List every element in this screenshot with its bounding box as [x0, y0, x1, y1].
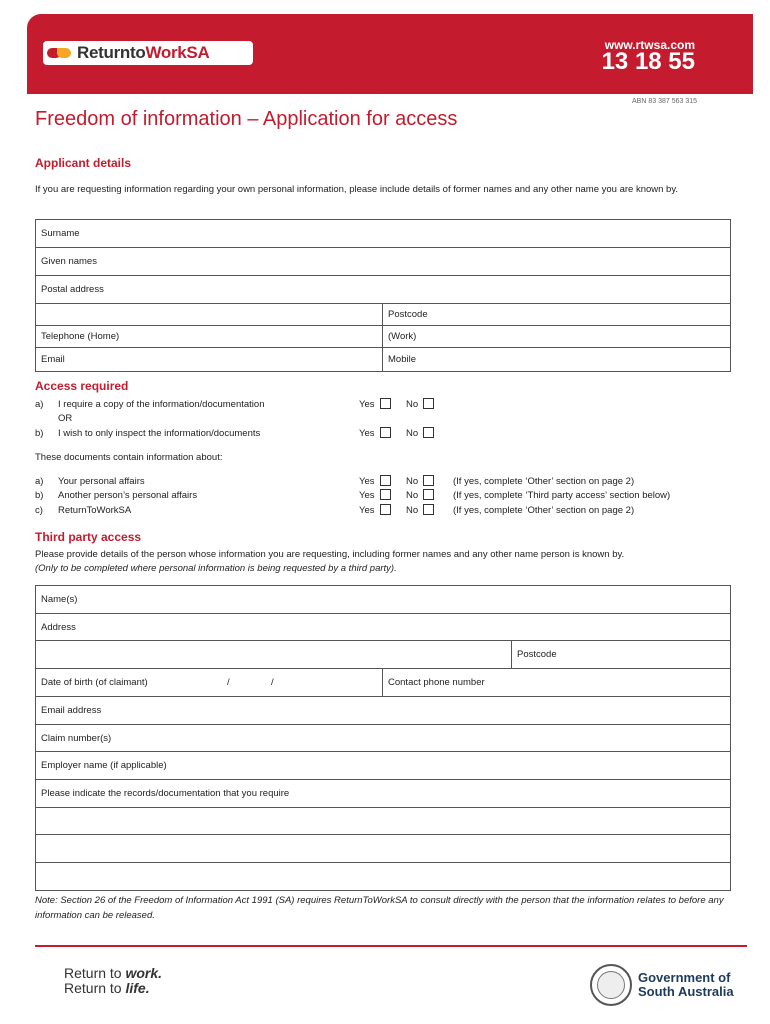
- email-row[interactable]: [36, 348, 730, 371]
- sa-seal-icon: [590, 964, 632, 1006]
- contains-a-letter: a): [35, 476, 44, 487]
- access-b-no[interactable]: No: [406, 427, 434, 441]
- tp-names-row[interactable]: [36, 586, 730, 614]
- contains-intro: These documents contain information about:: [35, 452, 223, 463]
- tp-claim-label: Claim number(s): [41, 732, 112, 744]
- phone-number: 13 18 55: [601, 48, 695, 75]
- no-checkbox[interactable]: [423, 398, 434, 409]
- tp-dob-label: Date of birth (of claimant): [41, 677, 148, 688]
- contains-a-text: Your personal affairs: [58, 476, 145, 487]
- tp-employer-row[interactable]: [36, 752, 730, 780]
- third-party-table: [35, 585, 731, 891]
- yes-checkbox[interactable]: [380, 489, 391, 500]
- telephone-home-label: Telephone (Home): [41, 331, 120, 342]
- applicant-table: [35, 219, 731, 372]
- contains-c-text: ReturnToWorkSA: [58, 505, 132, 516]
- gov-text: Government of South Australia: [638, 970, 734, 999]
- abn-number: ABN 83 387 563 315: [632, 98, 697, 105]
- tp-postcode-row[interactable]: [36, 641, 730, 669]
- website-url: www.rtwsa.com: [604, 38, 695, 52]
- tp-records-line-3[interactable]: [36, 863, 730, 890]
- access-item-a-text: I require a copy of the information/documentation: [58, 399, 265, 410]
- contains-c-letter: c): [35, 505, 43, 516]
- access-a-yes[interactable]: Yes: [359, 398, 391, 412]
- no-checkbox[interactable]: [423, 504, 434, 515]
- yes-checkbox[interactable]: [380, 504, 391, 515]
- no-checkbox[interactable]: [423, 427, 434, 438]
- dob-slash-2: /: [271, 677, 274, 688]
- postcode-row[interactable]: [36, 304, 730, 326]
- yes-checkbox[interactable]: [380, 427, 391, 438]
- logo-mark-icon: [47, 45, 73, 61]
- page-title: Freedom of information – Application for access: [35, 108, 458, 130]
- contains-b-note: (If yes, complete ‘Third party access’ section below): [453, 490, 671, 501]
- section-26-note: Note: Section 26 of the Freedom of Information Act 1991 (SA) requires ReturnToWorkSA to consult directly with the person that the information relates to before any information can be released.: [35, 895, 724, 921]
- no-checkbox[interactable]: [423, 475, 434, 486]
- tp-address-row[interactable]: [36, 614, 730, 641]
- tp-postcode-label: Postcode: [517, 649, 557, 660]
- header-banner: [27, 14, 753, 94]
- access-item-b-text: I wish to only inspect the information/documents: [58, 428, 261, 439]
- given-names-row[interactable]: [36, 248, 730, 276]
- surname-row[interactable]: [36, 220, 730, 248]
- work-phone-label: (Work): [388, 331, 417, 342]
- access-item-a-letter: a): [35, 399, 44, 410]
- tp-records-line-1[interactable]: [36, 808, 730, 835]
- tp-records-line-2[interactable]: [36, 835, 730, 863]
- dob-slash-1: /: [227, 677, 230, 688]
- contains-c-yes[interactable]: Yes: [359, 504, 391, 518]
- third-party-intro-italic: (Only to be completed where personal information is being requested by a third party).: [35, 563, 397, 574]
- contains-b-letter: b): [35, 490, 44, 501]
- contains-b-text: Another person’s personal affairs: [58, 490, 198, 501]
- contains-a-yes[interactable]: Yes: [359, 475, 391, 489]
- tagline: Return to work. Return to life.: [64, 965, 163, 996]
- no-checkbox[interactable]: [423, 489, 434, 500]
- logo-text: ReturntoWorkSA: [77, 43, 210, 62]
- tp-email-label: Email address: [41, 705, 102, 716]
- postal-address-label: Postal address: [41, 284, 104, 295]
- access-item-b-letter: b): [35, 428, 44, 439]
- access-heading: Access required: [35, 379, 129, 393]
- third-party-heading: Third party access: [35, 530, 142, 544]
- tp-dob-row[interactable]: [36, 669, 730, 697]
- applicant-heading: Applicant details: [35, 156, 132, 170]
- tp-records-row[interactable]: [36, 780, 730, 808]
- tp-records-label: Please indicate the records/documentation that you require: [41, 788, 290, 799]
- yes-checkbox[interactable]: [380, 398, 391, 409]
- contains-b-yes[interactable]: Yes: [359, 489, 391, 503]
- contains-c-note: (If yes, complete ‘Other’ section on page 2): [453, 505, 635, 516]
- tp-employer-label: Employer name (if applicable): [41, 760, 167, 771]
- returntoworksa-logo: [43, 41, 253, 65]
- tp-claim-row[interactable]: [36, 725, 730, 752]
- telephone-row[interactable]: [36, 326, 730, 348]
- tp-names-label: Name(s): [41, 594, 78, 605]
- access-a-no[interactable]: No: [406, 398, 434, 412]
- mobile-label: Mobile: [388, 354, 416, 365]
- postcode-label: Postcode: [388, 309, 428, 320]
- given-names-label: Given names: [41, 256, 97, 267]
- postal-address-row[interactable]: [36, 276, 730, 304]
- footer-divider: [35, 945, 747, 947]
- contains-c-no[interactable]: No: [406, 504, 434, 518]
- yes-checkbox[interactable]: [380, 475, 391, 486]
- email-label: Email: [41, 354, 65, 365]
- contains-a-no[interactable]: No: [406, 475, 434, 489]
- contains-a-note: (If yes, complete ‘Other’ section on page 2): [453, 476, 635, 487]
- access-or-text: OR: [58, 413, 73, 424]
- access-b-yes[interactable]: Yes: [359, 427, 391, 441]
- contains-b-no[interactable]: No: [406, 489, 434, 503]
- tp-email-row[interactable]: [36, 697, 730, 725]
- tp-address-label: Address: [41, 621, 76, 633]
- surname-label: Surname: [41, 228, 80, 239]
- government-sa-logo: [590, 964, 734, 1006]
- third-party-intro: Please provide details of the person whose information you are requesting, including former names and any other name person is known by.: [35, 549, 625, 560]
- tp-contact-phone-label: Contact phone number: [388, 677, 485, 688]
- applicant-intro: If you are requesting information regarding your own personal information, please include details of former names and any other name you are known by.: [35, 184, 679, 195]
